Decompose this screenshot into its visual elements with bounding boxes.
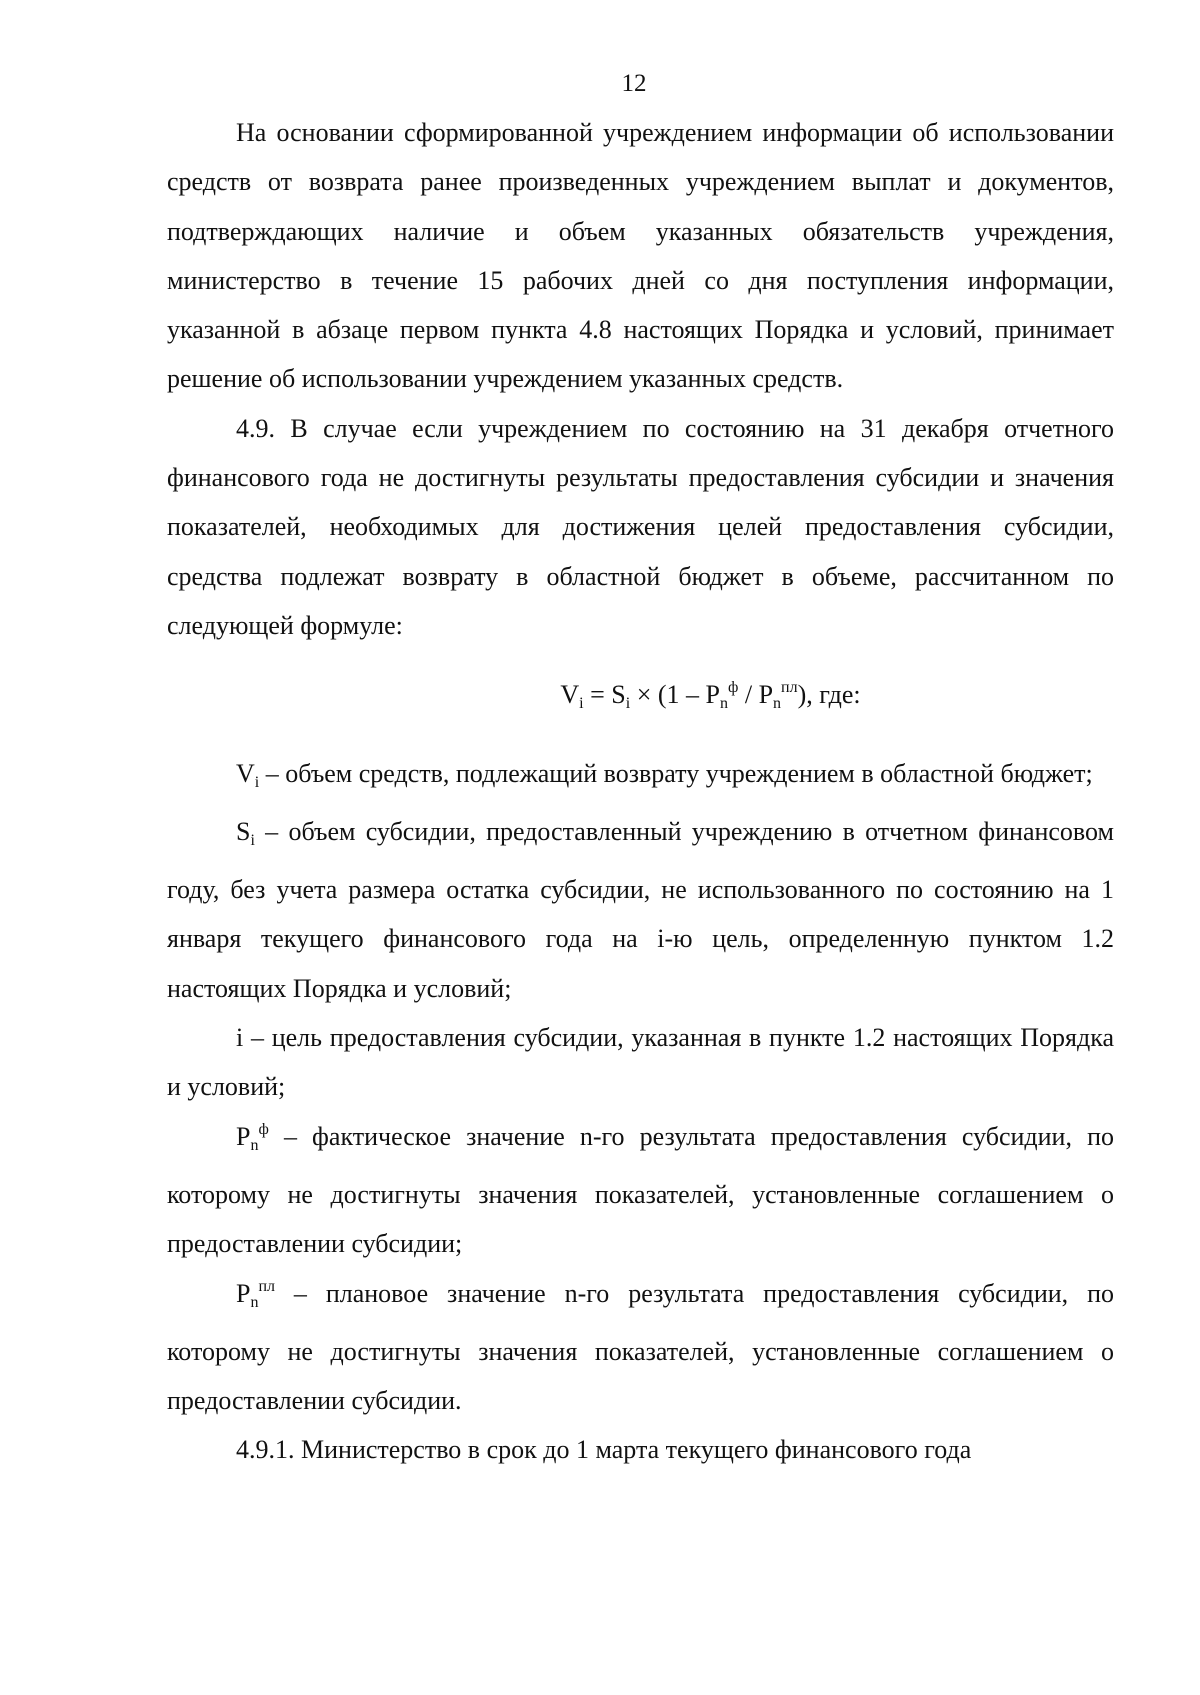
definition-p-plan [167,1269,1114,1426]
definition-s-sub: i [250,831,255,849]
definition-p-fact [167,1112,1114,1269]
formula-s-sub: i [625,695,631,713]
formula-eq: = [583,680,612,710]
definition-v-sub: i [254,773,260,791]
definition-pf-symbol: P [236,1121,251,1151]
definition-ppl-symbol: P [236,1278,251,1308]
formula-mid: × (1 – P [630,680,720,710]
definition-v [167,749,1114,807]
definition-i: i – цель предоставления субсидии, указанная в пункте 1.2 настоящих Порядка и условий; [167,1023,1114,1102]
definition-pf-text: – фактическое значение n-го результата предоставления субсидии, по которому не достигнуты значения показателей, установленные соглашением о предоставлении субсидии; [167,1121,1114,1259]
formula-v-sub: i [579,695,584,713]
page-number: 12 [621,70,647,97]
definition-s-text: – объем субсидии, предоставленный учреждению в отчетном финансовом году, без учета размера остатка субсидии, не использованного по состоянию на 1 января текущего финансового года на i-ю цель, определенную пунктом 1.2 настоящих Порядка и условий; [167,816,1114,1003]
definition-s-symbol: S [236,816,251,846]
paragraph-4-9: 4.9. В случае если учреждением по состоянию на 31 декабря отчетного финансового года не достигнуты результаты предоставления субсидии и значения показателей, необходимых для достижения целей предоставления субсидии, средства подлежат возврату в областной бюджет в объеме, рассчитанном по следующей формуле: [167,413,1114,640]
formula-p1-sub: n [719,695,728,713]
definition-v-text: – объем средств, подлежащий возврату учреждением в областной бюджет; [259,758,1093,788]
definition-v-symbol: V [236,758,255,788]
formula-p1-sup: ф [727,679,739,697]
formula-slash: / P [738,680,774,710]
refund-formula [167,670,1114,728]
formula-p2-sup: пл [781,679,798,697]
formula-p2-sub: n [773,695,782,713]
formula-v: V [560,680,580,710]
formula-s: S [611,680,626,710]
definition-pf-sub: n [250,1136,259,1154]
definition-pf-sup: ф [258,1120,269,1138]
definition-ppl-sup: пл [258,1277,276,1295]
formula-tail: ), где: [797,680,861,710]
definition-s [167,807,1114,1013]
definition-ppl-text: – плановое значение n-го результата предоставления субсидии, по которому не достигнуты значения показателей, установленные соглашением о предоставлении субсидии. [167,1278,1114,1416]
paragraph-4-9-1: 4.9.1. Министерство в срок до 1 марта текущего финансового года [236,1435,972,1465]
document-body [167,108,1114,1475]
definition-ppl-sub: n [250,1293,259,1311]
paragraph-usage-decision: На основании сформированной учреждением информации об использовании средств от возврата ранее произведенных учреждением выплат и документов, подтверждающих наличие и объем указанных обязательств учреждения, министерство в течение 15 рабочих дней со дня поступления информации, указанной в абзаце первом пункта 4.8 настоящих Порядка и условий, принимает решение об использовании учреждением указанных средств. [167,118,1114,394]
